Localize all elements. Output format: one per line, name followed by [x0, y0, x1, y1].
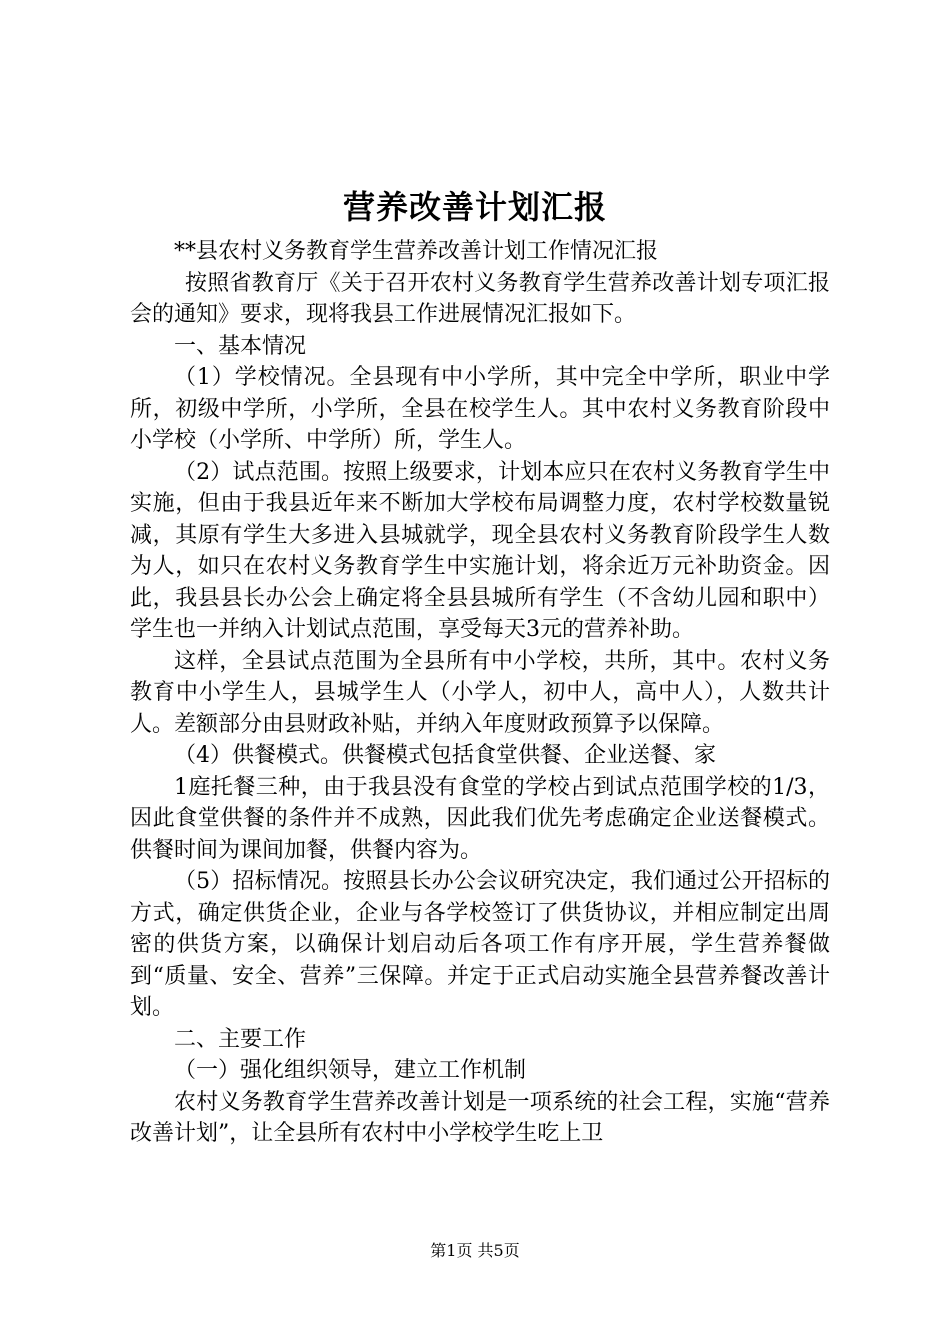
section-heading-main-work: 二、主要工作 [174, 1026, 307, 1052]
section-heading-basic: 一、基本情况 [174, 333, 307, 359]
paragraph-meal-mode: （4）供餐模式。供餐模式包括食堂供餐、企业送餐、家 [174, 743, 716, 768]
paragraph-school-situation: （1）学校情况。全县现有中小学所，其中完全中学所，职业中学所，初级中学所，小学所，全县在校学生人。其中农村义务教育阶段中小学校（小学所、中学所）所，学生人。 [130, 365, 830, 453]
paragraph-meal-mode-continued: 1庭托餐三种，由于我县没有食堂的学校占到试点范围学校的1/3，因此食堂供餐的条件并不成熟，因此我们优先考虑确定企业送餐模式。供餐时间为课间加餐，供餐内容为。 [130, 774, 830, 863]
paragraph-scope-summary: 这样，全县试点范围为全县所有中小学校，共所，其中。农村义务教育中小学生人，县城学生人（小学人，初中人，高中人），人数共计人。差额部分由县财政补贴，并纳入年度财政预算予以保障。 [130, 648, 830, 737]
paragraph-pilot-scope: （2）试点范围。按照上级要求，计划本应只在农村义务教育学生中实施，但由于我县近年来不断加大学校布局调整力度，农村学校数量锐减，其原有学生大多进入县城就学，现全县农村义务教育阶段学生人数为人，如只在农村义务教育学生中实施计划，将余近万元补助资金。因此，我县县长办公会上确定将全县县城所有学生（不含幼儿园和职中）学生也一并纳入计划试点范围，享受每天3元的营养补助。 [130, 459, 830, 642]
paragraph-bidding: （5）招标情况。按照县长办公会议研究决定，我们通过公开招标的方式，确定供货企业，企业与各学校签订了供货协议，并相应制定出周密的供货方案，以确保计划启动后各项工作有序开展，学生营养餐做到“质量、安全、营养”三保障。并定于正式启动实施全县营养餐改善计划。 [130, 869, 830, 1020]
document-title: 营养改善计划汇报 [342, 188, 607, 226]
intro-paragraph: 按照省教育厅《关于召开农村义务教育学生营养改善计划专项汇报会的通知》要求，现将我县工作进展情况汇报如下。 [130, 270, 830, 327]
paragraph-leadership: 农村义务教育学生营养改善计划是一项系统的社会工程，实施“营养改善计划”，让全县所有农村中小学校学生吃上卫 [130, 1089, 830, 1146]
document-body [130, 236, 830, 1150]
subsection-heading-leadership: （一）强化组织领导，建立工作机制 [174, 1058, 527, 1083]
report-heading: **县农村义务教育学生营养改善计划工作情况汇报 [174, 239, 659, 264]
page-footer: 第1页 共5页 [430, 1241, 520, 1260]
